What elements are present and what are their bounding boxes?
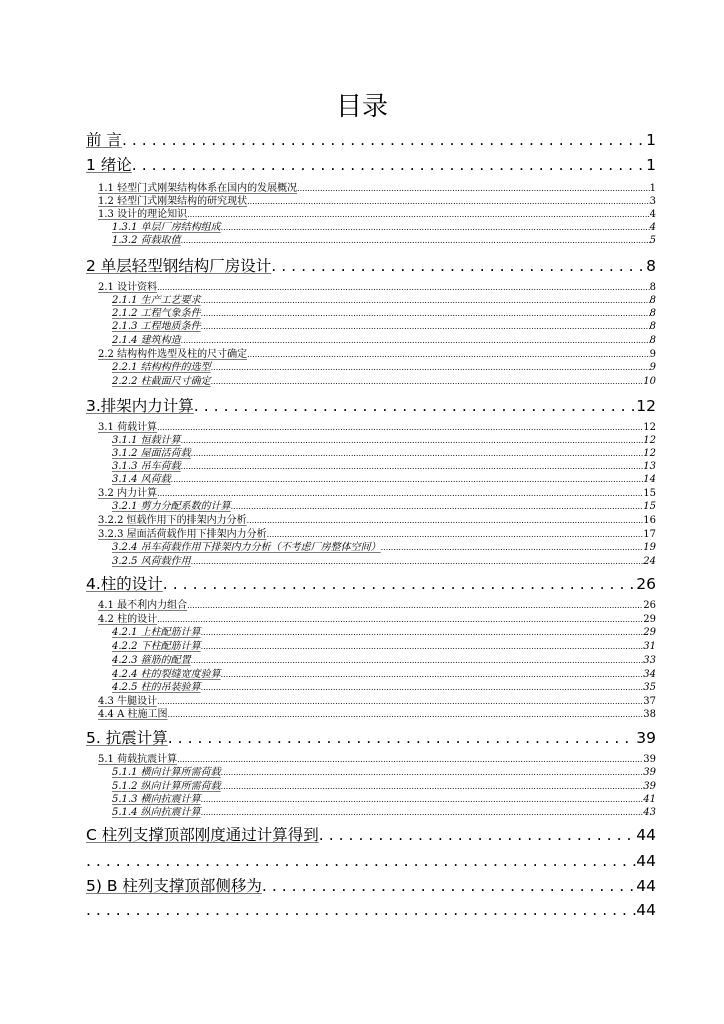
toc-entry-label: 2.1.3 工程地质条件 (112, 321, 201, 332)
dot-leader (381, 541, 644, 554)
toc-entry-label: 4.1 最不利内力组合 (98, 600, 188, 611)
toc-entry-page: 39 (643, 767, 656, 778)
toc-entry[interactable] (86, 500, 656, 513)
dot-leader (163, 574, 636, 594)
dot-leader (181, 460, 644, 473)
toc-entry-page: 38 (643, 709, 656, 720)
toc-entry-label: 3.2.1 剪力分配系数的计算 (112, 501, 231, 512)
toc-entry-label: 2.1.4 建筑构造 (112, 335, 181, 346)
dot-leader (181, 434, 644, 447)
toc-entry-page: 26 (636, 575, 656, 593)
toc-entry-label: 1.3.2 荷载取值 (112, 235, 181, 246)
toc-entry[interactable] (86, 334, 656, 347)
toc-entry-page: 39 (643, 781, 656, 792)
toc-entry-page: 29 (643, 627, 656, 638)
toc-entry[interactable] (86, 375, 656, 388)
dot-leader (191, 555, 644, 568)
toc-entry[interactable] (86, 555, 656, 568)
toc-entry-page: 4 (649, 209, 656, 220)
toc-entry[interactable] (86, 396, 656, 416)
toc-entry-page: 12 (643, 435, 656, 446)
toc-entry-page: 8 (649, 295, 656, 306)
toc-entry-page: 35 (643, 682, 656, 693)
toc-entry[interactable] (86, 541, 656, 554)
toc-entry[interactable] (86, 281, 656, 294)
toc-entry-page: 31 (643, 641, 656, 652)
dot-leader (191, 654, 644, 667)
dot-leader (157, 421, 643, 434)
dot-leader (181, 334, 650, 347)
toc-entry[interactable] (86, 654, 656, 667)
toc-entry-label: 2.1.1 生产工艺要求 (112, 295, 201, 306)
toc-entry-page: 14 (643, 474, 656, 485)
toc-entry-page: 15 (643, 488, 656, 499)
dot-leader (201, 793, 644, 806)
toc-entry-label: 3.2 内力计算 (98, 488, 158, 499)
toc-entry[interactable] (86, 182, 656, 195)
toc-entry-page: 1 (646, 131, 656, 149)
dot-leader (157, 695, 643, 708)
toc-entry-label: 3.1.3 吊车荷载 (112, 461, 181, 472)
toc-entry-page: 39 (636, 729, 656, 747)
toc-entry[interactable] (86, 320, 656, 333)
toc-entry[interactable] (86, 208, 656, 221)
dot-leader (201, 640, 644, 653)
dot-leader (211, 361, 650, 374)
dot-leader (171, 473, 644, 486)
dot-leader (221, 766, 644, 779)
toc-entry[interactable] (86, 487, 656, 500)
toc-entry-label: 3.2.5 风荷载作用 (112, 556, 191, 567)
dot-leader (187, 599, 643, 612)
dot-leader (157, 487, 643, 500)
toc-entry-page: 8 (649, 308, 656, 319)
toc-entry[interactable] (86, 528, 656, 541)
toc-entry-label: 5.1.2 纵向计算所需荷载 (112, 781, 221, 792)
toc-entry-page: 1 (646, 156, 656, 174)
toc-entry[interactable] (86, 574, 656, 594)
toc-entry[interactable] (86, 460, 656, 473)
toc-entry[interactable] (86, 447, 656, 460)
toc-entry-page: 1 (649, 183, 656, 194)
toc-entry[interactable] (86, 695, 656, 708)
toc-entry-page: 33 (643, 655, 656, 666)
toc-entry-page: 8 (649, 321, 656, 332)
toc-entry[interactable] (86, 753, 656, 766)
dot-leader (247, 348, 650, 361)
toc-entry[interactable] (86, 876, 656, 896)
toc-entry[interactable] (86, 766, 656, 779)
toc-entry-label: 4.2.5 柱的吊装验算 (112, 682, 201, 693)
toc-entry-page: 3 (649, 196, 656, 207)
toc-entry-label: 2.2.1 结构构件的选型 (112, 362, 211, 373)
toc-entry[interactable] (86, 421, 656, 434)
dot-leader (262, 876, 636, 896)
toc-entry[interactable] (86, 708, 656, 721)
toc-entry-label: 3.1.2 屋面活荷载 (112, 448, 191, 459)
toc-entry[interactable] (86, 640, 656, 653)
toc-entry-label: 4.2.4 柱的裂缝宽度验算 (112, 669, 221, 680)
toc-entry-page: 17 (643, 529, 656, 540)
dot-leader (221, 221, 650, 234)
toc-entry-label: 1.3.1 单层厂房结构组成 (112, 222, 221, 233)
toc-entry[interactable] (86, 256, 656, 276)
toc-entry-page: 12 (643, 422, 656, 433)
dot-leader (297, 182, 650, 195)
toc-entry-page: 39 (643, 754, 656, 765)
toc-entry-label: 4.柱的设计 (86, 575, 163, 593)
dot-leader (201, 681, 644, 694)
toc-entry[interactable] (86, 473, 656, 486)
dot-leader (122, 130, 646, 150)
toc-entry-page: 26 (643, 600, 656, 611)
dot-leader (168, 728, 637, 748)
toc-entry[interactable] (86, 681, 656, 694)
toc-entry-label: 2.1 设计资料 (98, 282, 158, 293)
toc-entry[interactable] (86, 307, 656, 320)
toc-entry-label: 3.2.4 吊车荷载作用下排架内力分析（不考虑厂房整体空间） (112, 542, 381, 553)
dot-leader (201, 806, 644, 819)
toc-entry-page: 43 (643, 807, 656, 818)
dot-leader (194, 396, 636, 416)
toc-entry[interactable] (86, 851, 656, 871)
dot-leader (271, 256, 646, 276)
toc-entry-label: 5. 抗震计算 (86, 729, 168, 747)
toc-entry-label: 1 绪论 (86, 156, 132, 174)
toc-entry-label: 5.1.1 横向计算所需荷载 (112, 767, 221, 778)
toc-entry-page: 44 (636, 877, 656, 895)
dot-leader (191, 447, 644, 460)
dot-leader (177, 753, 643, 766)
toc-entry[interactable] (86, 626, 656, 639)
toc-entry-label: C 柱列支撑顶部刚度通过计算得到 (86, 826, 319, 844)
toc-entry[interactable] (86, 599, 656, 612)
dot-leader (201, 307, 650, 320)
dot-leader (247, 195, 650, 208)
toc-entry-label: 2.2.2 柱截面尺寸确定 (112, 376, 211, 387)
toc-entry[interactable] (86, 613, 656, 626)
dot-leader (231, 500, 644, 513)
toc-entry-page: 8 (649, 282, 656, 293)
toc-entry[interactable] (86, 825, 656, 845)
toc-entry-page: 8 (649, 335, 656, 346)
toc-entry[interactable] (86, 434, 656, 447)
toc-entry-page: 4 (649, 222, 656, 233)
toc-entry-label: 5) B 柱列支撑顶部侧移为 (86, 877, 262, 895)
toc-entry-label: 前 言 (86, 131, 122, 149)
toc-entry-page: 15 (643, 501, 656, 512)
dot-leader (221, 780, 644, 793)
toc-entry-page: 9 (649, 349, 656, 360)
toc-entry-page: 12 (643, 448, 656, 459)
toc-entry-label: 3.2.3 屋面活荷载作用下排架内力分析 (98, 529, 267, 540)
toc-entry-page: 8 (646, 257, 656, 275)
toc-entry[interactable] (86, 155, 656, 175)
toc-entry[interactable] (86, 361, 656, 374)
toc-entry-label: 5.1.3 横向抗震计算 (112, 794, 201, 805)
toc-entry-page: 12 (636, 397, 656, 415)
toc-entry-label: 3.1.4 风荷载 (112, 474, 171, 485)
toc-entry-page: 44 (636, 826, 656, 844)
dot-leader (201, 626, 644, 639)
page-title: 目录 (335, 92, 388, 122)
dot-leader (132, 155, 646, 175)
toc-entry-label: 4.4 A 柱施工图 (98, 709, 168, 720)
toc-entry-page: 10 (643, 376, 656, 387)
toc-entry-page: 41 (643, 794, 656, 805)
toc-entry[interactable] (86, 780, 656, 793)
toc-entry[interactable] (86, 900, 656, 920)
toc-entry-page: 34 (643, 669, 656, 680)
toc-entry-page: 24 (643, 556, 656, 567)
toc-entry-page: 19 (643, 542, 656, 553)
toc-entry-label: 2.2 结构构件选型及柱的尺寸确定 (98, 349, 248, 360)
dot-leader (211, 375, 644, 388)
toc-entry-page: 13 (643, 461, 656, 472)
dot-leader (157, 613, 643, 626)
toc-entry[interactable] (86, 514, 656, 527)
toc-entry[interactable] (86, 348, 656, 361)
toc-entry-label: 3.排架内力计算 (86, 397, 194, 415)
toc-entry-label: 4.2.3 箍筋的配置 (112, 655, 191, 666)
toc-entry-page: 44 (636, 901, 656, 919)
toc-entry-label: 1.1 轻型门式刚架结构体系在国内的发展概况 (98, 183, 298, 194)
toc-entry-label: 2.1.2 工程气象条件 (112, 308, 201, 319)
toc-entry-label: 4.2 柱的设计 (98, 614, 158, 625)
dot-leader (201, 320, 650, 333)
dot-leader (167, 708, 643, 721)
toc-entry[interactable] (86, 195, 656, 208)
dot-leader (157, 281, 650, 294)
toc-entry[interactable] (86, 234, 656, 247)
toc-entry-label: 1.2 轻型门式刚架结构的研究现状 (98, 196, 248, 207)
toc-entry-label: 4.2.2 下柱配筋计算 (112, 641, 201, 652)
toc-entry[interactable] (86, 294, 656, 307)
dot-leader (181, 234, 650, 247)
dot-leader (187, 208, 650, 221)
toc-entry-page: 44 (636, 852, 656, 870)
toc-entry[interactable] (86, 793, 656, 806)
toc-entry[interactable] (86, 806, 656, 819)
dot-leader (247, 514, 644, 527)
toc-entry-page: 9 (649, 362, 656, 373)
toc-entry[interactable] (86, 221, 656, 234)
dot-leader (201, 294, 650, 307)
toc-entry[interactable] (86, 668, 656, 681)
dot-leader (86, 851, 636, 871)
dot-leader (86, 900, 636, 920)
dot-leader (221, 668, 644, 681)
toc-entry-label: 5.1 荷载抗震计算 (98, 754, 178, 765)
toc-entry-label: 3.1 荷载计算 (98, 422, 158, 433)
toc-entry-label: 4.3 牛腿设计 (98, 696, 158, 707)
toc-entry-label: 5.1.4 纵向抗震计算 (112, 807, 201, 818)
toc-entry-label: 1.3 设计的理论知识 (98, 209, 188, 220)
toc-entry-label: 4.2.1 上柱配筋计算 (112, 627, 201, 638)
toc-entry-label: 3.1.1 恒载计算 (112, 435, 181, 446)
toc-entry-page: 5 (649, 235, 656, 246)
toc-entry-label: 2 单层轻型钢结构厂房设计 (86, 257, 272, 275)
toc-entry[interactable] (86, 130, 656, 150)
dot-leader (319, 825, 637, 845)
toc-entry-page: 16 (643, 515, 656, 526)
toc-entry-label: 3.2.2 恒载作用下的排架内力分析 (98, 515, 247, 526)
dot-leader (267, 528, 644, 541)
toc-entry[interactable] (86, 728, 656, 748)
toc-entry-page: 37 (643, 696, 656, 707)
toc-entry-page: 29 (643, 614, 656, 625)
